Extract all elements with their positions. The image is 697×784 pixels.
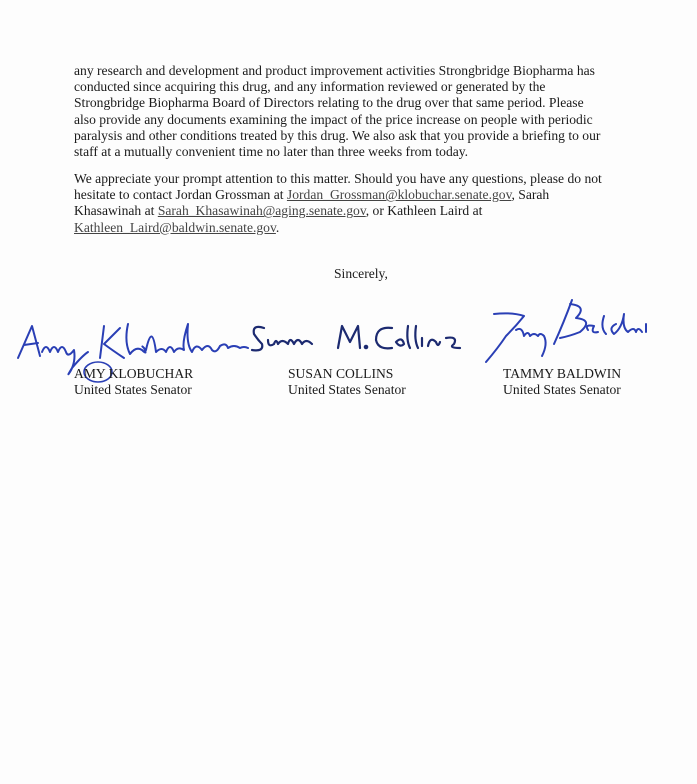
signer-name: TAMMY BALDWIN — [503, 366, 622, 381]
paragraph-line — [74, 203, 644, 219]
paragraph-line: conducted since acquiring this drug, and any information reviewed or generated by the — [74, 79, 546, 95]
text-run: , or Kathleen Laird at — [365, 203, 483, 219]
paragraph-line: paralysis and other conditions treated by this drug. We also ask that you provide a briefing to our — [74, 127, 601, 143]
text-run: hesitate to contact Jordan Grossman at — [74, 187, 287, 203]
signer-title: United States Senator — [74, 382, 192, 397]
body-paragraph-2 — [74, 171, 644, 236]
signer-title: United States Senator — [288, 382, 406, 397]
email-link-laird[interactable]: Kathleen_Laird@baldwin.senate.gov — [74, 219, 276, 235]
paragraph-line: any research and development and product improvement activities Strongbridge Biopharma has — [74, 63, 595, 78]
email-link-grossman[interactable]: Jordan_Grossman@klobuchar.senate.gov — [286, 187, 512, 203]
paragraph-line: Strongbridge Biopharma Board of Directors relating to the drug over that same period. Please — [74, 95, 584, 111]
signature-collins — [246, 318, 471, 362]
closing-salutation: Sincerely, — [334, 266, 388, 281]
signer-title: United States Senator — [503, 382, 621, 397]
paragraph-line — [74, 187, 644, 203]
signer-block-collins — [288, 366, 406, 398]
paragraph-line: also provide any documents examining the impact of the price increase on people with periodic — [74, 111, 593, 127]
body-paragraph-1 — [74, 63, 644, 160]
signer-block-baldwin — [503, 366, 621, 398]
paragraph-line: staff at a mutually convenient time no later than three weeks from today. — [74, 144, 469, 160]
email-link-khasawinah[interactable]: Sarah_Khasawinah@aging.senate.gov — [157, 203, 366, 219]
paragraph-line: We appreciate your prompt attention to this matter. Should you have any questions, please do not — [74, 171, 602, 186]
signature-baldwin — [476, 296, 666, 370]
text-run: , Sarah — [511, 187, 550, 203]
paragraph-line — [74, 220, 644, 236]
text-run: Khasawinah at — [74, 203, 158, 219]
signer-name: SUSAN COLLINS — [288, 366, 394, 381]
signer-name: AMY KLOBUCHAR — [74, 366, 194, 381]
signer-block-klobuchar — [74, 366, 193, 398]
text-run: . — [275, 219, 280, 235]
